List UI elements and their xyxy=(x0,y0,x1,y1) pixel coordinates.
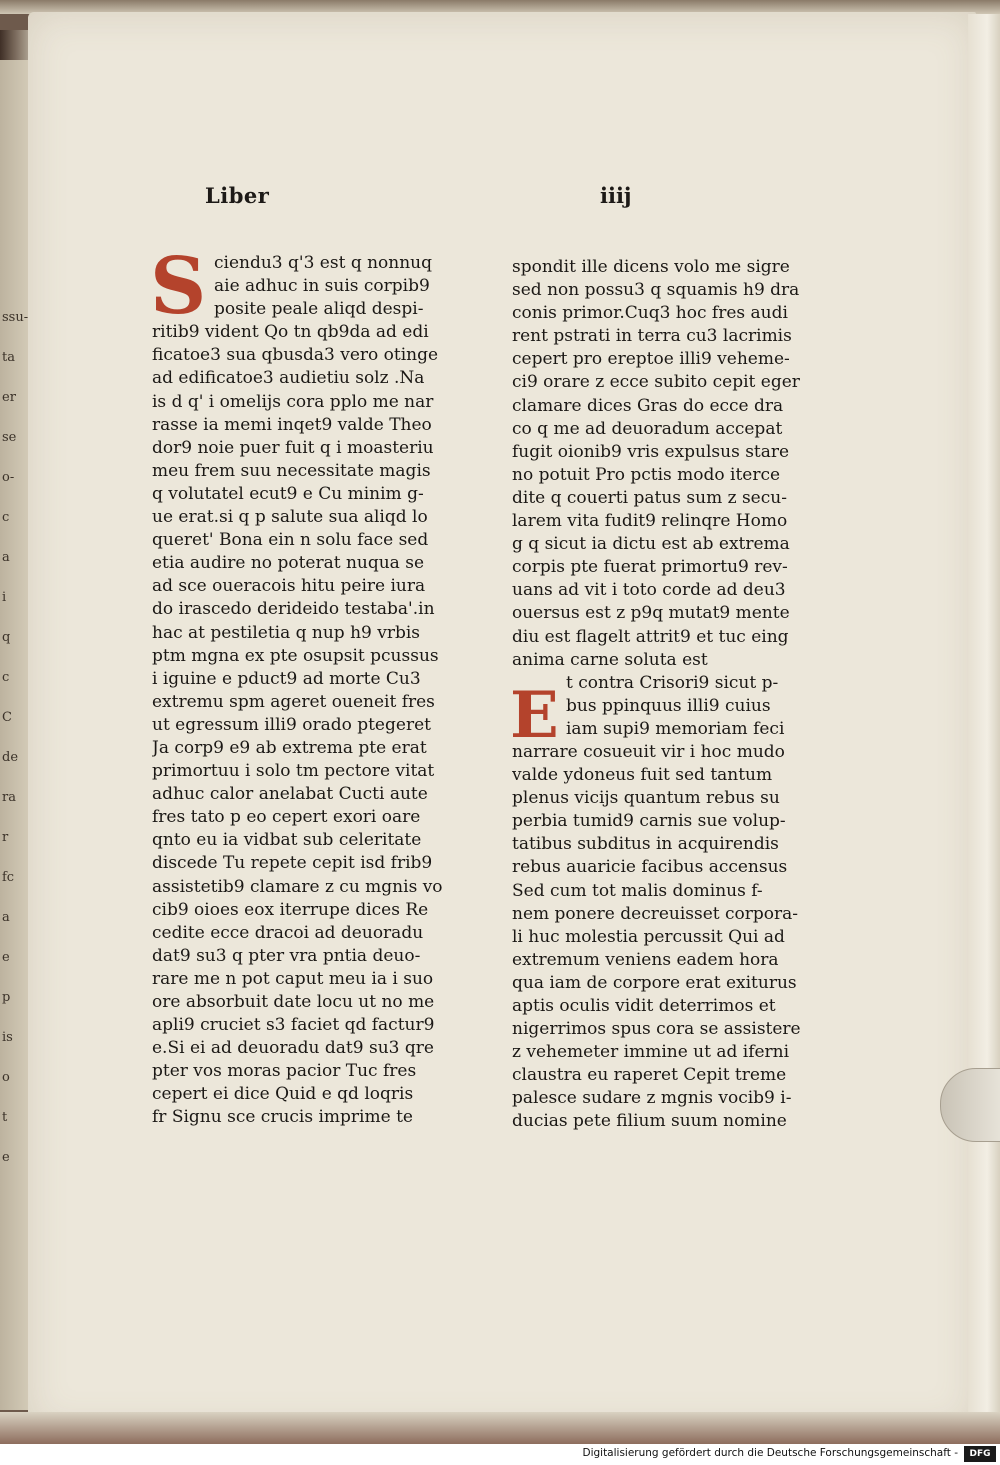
margin-fragment: p xyxy=(2,990,11,1005)
margin-fragment: o xyxy=(2,1070,10,1085)
text-line: ducias pete filium suum nomine xyxy=(512,1111,787,1132)
page-fore-edge xyxy=(968,14,1000,1414)
text-line: tatibus subditus in acquirendis xyxy=(512,834,779,855)
text-line: aie adhuc in suis corpib9 xyxy=(214,276,430,297)
text-line: nigerrimos spus cora se assistere xyxy=(512,1019,801,1040)
text-line: clamare dices Gras do ecce dra xyxy=(512,395,784,416)
text-line: fr Signu sce crucis imprime te xyxy=(152,1107,413,1128)
margin-fragment: ta xyxy=(2,350,15,365)
text-line: larem vita fudit9 relinqre Homo xyxy=(512,511,788,532)
text-line: discede Tu repete cepit isd frib9 xyxy=(152,853,433,874)
text-line: ouersus est z p9q mutat9 mente xyxy=(512,603,790,624)
text-line: Ja corp9 e9 ab extrema pte erat xyxy=(152,737,427,758)
text-line: rasse ia memi inqet9 valde Theo xyxy=(152,414,432,435)
margin-fragment: c xyxy=(2,510,10,525)
text-line: posite peale aliqd despi- xyxy=(214,299,424,320)
text-line: ritib9 vident Qo tn qb9da ad edi xyxy=(152,322,429,343)
margin-fragment: c xyxy=(2,670,10,685)
text-line: sed non possu3 q squamis h9 dra xyxy=(512,280,800,301)
rubricated-initial-right: E xyxy=(510,678,559,753)
text-line: ptm mgna ex pte osupsit pcussus xyxy=(152,645,439,666)
text-line: fres tato p eo cepert exori oare xyxy=(152,807,421,828)
text-line: z vehemeter immine ut ad iferni xyxy=(512,1042,790,1063)
footer-bar xyxy=(0,1444,1000,1465)
text-line: t contra Crisori9 sicut p- xyxy=(566,672,779,693)
text-line: ad sce oueracois hitu peire iura xyxy=(152,576,426,597)
text-line: co q me ad deuoradum accepat xyxy=(512,418,783,439)
text-line: claustra eu raperet Cepit treme xyxy=(512,1065,787,1086)
text-line: uans ad vit i toto corde ad deu3 xyxy=(512,580,786,601)
text-line: no potuit Pro pctis modo iterce xyxy=(512,464,781,485)
margin-fragment: e xyxy=(2,1150,10,1165)
text-line: apli9 cruciet s3 faciet qd factur9 xyxy=(152,1015,435,1036)
text-column-left xyxy=(152,252,452,1130)
margin-fragment: i xyxy=(2,590,7,605)
text-line: spondit ille dicens volo me sigre xyxy=(512,257,790,277)
text-line: adhuc calor anelabat Cucti aute xyxy=(152,784,428,805)
running-head-right: iiij xyxy=(600,183,632,208)
margin-fragment: C xyxy=(2,710,12,725)
running-head-left: Liber xyxy=(205,183,270,208)
text-line: diu est flagelt attrit9 et tuc eing xyxy=(512,626,789,647)
text-line: cib9 oioes eox iterrupe dices Re xyxy=(152,899,429,920)
margin-fragment: de xyxy=(2,750,19,765)
margin-fragment: ra xyxy=(2,790,16,805)
text-line: conis primor.Cuq3 hoc fres audi xyxy=(512,303,788,324)
text-line: Sed cum tot malis dominus f- xyxy=(512,880,763,901)
text-line: q volutatel ecut9 e Cu minim g- xyxy=(152,483,424,504)
text-line: ore absorbuit date locu ut no me xyxy=(152,992,435,1012)
text-line: rare me n pot caput meu ia i suo xyxy=(152,968,434,989)
text-line: cepert pro ereptoe illi9 veheme- xyxy=(512,349,790,370)
text-line: corpis pte fuerat primortu9 rev- xyxy=(512,557,788,578)
text-line: e.Si ei ad deuoradu dat9 su3 qre xyxy=(152,1038,434,1059)
margin-fragment: is xyxy=(2,1030,13,1045)
text-line: rebus auaricie facibus accensus xyxy=(512,857,788,878)
margin-fragment: a xyxy=(2,910,10,925)
margin-fragment: a xyxy=(2,550,10,565)
text-line: queret' Bona ein n solu face sed xyxy=(152,530,429,551)
text-line: hac at pestiletia q nup h9 vrbis xyxy=(152,622,421,643)
text-line: narrare cosueuit vir i hoc mudo xyxy=(512,741,785,762)
text-line: cedite ecce dracoi ad deuoradu xyxy=(152,922,424,943)
page-holder-clip xyxy=(940,1068,1000,1142)
text-line: primortuu i solo tm pectore vitat xyxy=(152,761,435,782)
text-column-right xyxy=(512,256,802,1134)
margin-fragment: t xyxy=(2,1110,8,1125)
text-line: perbia tumid9 carnis sue volup- xyxy=(512,811,786,832)
text-line: extremu spm ageret oueneit fres xyxy=(152,691,435,712)
margin-fragment: fc xyxy=(2,870,15,885)
text-line: ue erat.si q p salute sua aliqd lo xyxy=(152,507,428,528)
text-line: etia audire no poterat nuqua se xyxy=(152,553,425,574)
text-line: i iguine e pduct9 ad morte Cu3 xyxy=(152,668,421,689)
margin-fragment: q xyxy=(2,630,11,645)
text-line: li huc molestia percussit Qui ad xyxy=(512,926,785,947)
margin-fragment: e xyxy=(2,950,10,965)
text-line: bus ppinquus illi9 cuius xyxy=(566,695,771,716)
text-line: meu frem suu necessitate magis xyxy=(152,460,431,481)
text-line: rent pstrati in terra cu3 lacrimis xyxy=(512,326,792,347)
text-line: palesce sudare z mgnis vocib9 i- xyxy=(512,1088,792,1109)
text-line: qnto eu ia vidbat sub celeritate xyxy=(152,830,422,851)
text-line: ci9 orare z ecce subito cepit eger xyxy=(512,372,800,393)
text-line: dite q couerti patus sum z secu- xyxy=(512,487,787,508)
margin-fragment: se xyxy=(2,430,17,445)
text-line: aptis oculis vidit deterrimos et xyxy=(512,996,776,1016)
text-line: fugit oionib9 vris expulsus stare xyxy=(512,441,790,462)
text-line: dat9 su3 q pter vra pntia deuo- xyxy=(152,945,421,966)
rubricated-initial-left: S xyxy=(150,241,207,332)
funding-notice: Digitalisierung gefördert durch die Deutsche Forschungsgemeinschaft - xyxy=(582,1447,958,1459)
text-line: plenus vicijs quantum rebus su xyxy=(512,788,780,809)
text-line: assistetib9 clamare z cu mgnis vo xyxy=(152,876,443,897)
text-line: g q sicut ia dictu est ab extrema xyxy=(512,534,790,555)
text-line: cepert ei dice Quid e qd loqris xyxy=(152,1084,414,1105)
text-line: dor9 noie puer fuit q i moasteriu xyxy=(152,437,434,458)
text-line: anima carne soluta est xyxy=(512,649,708,670)
text-line: do irascedo derideido testaba'.in xyxy=(152,599,435,620)
text-line: pter vos moras pacior Tuc fres xyxy=(152,1061,417,1082)
text-line: extremum veniens eadem hora xyxy=(512,949,779,970)
text-line: ut egressum illi9 orado ptegeret xyxy=(152,714,431,735)
margin-fragment: r xyxy=(2,830,9,845)
text-line: nem ponere decreuisset corpora- xyxy=(512,903,799,924)
text-line: ciendu3 q'3 est q nonnuq xyxy=(214,253,433,273)
margin-fragment: o- xyxy=(2,470,15,485)
text-line: qua iam de corpore erat exiturus xyxy=(512,972,797,993)
text-line: iam supi9 memoriam feci xyxy=(566,718,785,739)
text-line: ad edificatoe3 audietiu solz .Na xyxy=(152,368,425,389)
text-line: is d q' i omelijs cora pplo me nar xyxy=(152,391,434,412)
book-bottom-edge xyxy=(0,1412,1000,1444)
text-line: valde ydoneus fuit sed tantum xyxy=(512,765,773,786)
margin-fragment: er xyxy=(2,390,16,405)
dfg-logo: DFG xyxy=(964,1446,996,1462)
margin-fragment: ssu- xyxy=(2,310,29,325)
text-line: ficatoe3 sua qbusda3 vero otinge xyxy=(152,345,439,366)
